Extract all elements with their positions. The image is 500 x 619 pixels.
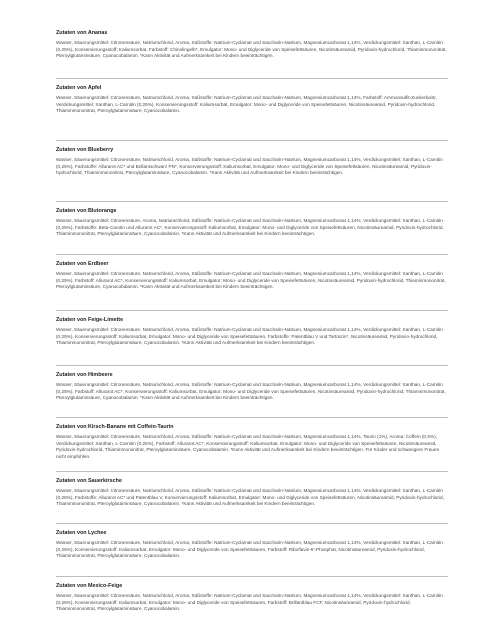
section-body: Wasser, Säuerungsmittel: Citronensäure, Natriumchlorid, Aroma, Süßstoffe: Natrium-Cyclamat und Saccharin-Natrium, Magnesiumcarbonat 1,14%, Verdickungsmittel: Xanthan, L-Carnitin (0,25%), Farbstoffe: Allurarot AC* und Patentblau V, Konservierungsstoff: Kaliumsorbat, Emulgator: Mono- und Diglyceride von Speisefettsäuren, Nicotinsäureamid, Pyridoxin-hydrochlorid, Thiaminmononitrat, Pteroylglutaminsäure, Cyanocobalamin. *Kann Aktivität und Aufmerksamkeit bei Kindern beeinträchtigen. xyxy=(56,488,444,507)
section-heading: Zutaten von Feige-Limette xyxy=(56,317,124,323)
section-heading: Zutaten von Kirsch-Banane mit Coffein-Taurin xyxy=(56,424,174,430)
section-body: Wasser, Säuerungsmittel: Citronensäure, Natriumchlorid, Aroma, Süßstoffe: Natrium-Cyclamat und Saccharin-Natrium, Magnesiumcarbonat 1,14%, Verdickungsmittel: Xanthan, L-Carnitin (0,25%), Farbstoff: Allurarot AC*, Konservierungsstoff: Kaliumsorbat, Emulgator: Mono- und Diglyceride von Speisefettsäuren, Nicotinsäureamid, Pyridoxin-hydrochlorid, Thiaminmononitrat, Pteroylglutaminsäure, Cyanocobalamin. *Kann Aktivität und Aufmerksamkeit bei Kindern beeinträchtigen. xyxy=(56,271,446,290)
section-heading: Zutaten von Ananas xyxy=(56,30,108,36)
ingredients-section-feige-limette xyxy=(56,317,448,361)
ingredients-section-blutorange xyxy=(56,208,448,250)
section-body: Wasser, Säuerungsmittel: Citronensäure, Natriumchlorid, Aroma, Süßstoffe: Natrium-Cyclamat und Saccharin-Natrium, Magnesiumcarbonat 1,14%, Verdickungsmittel: Xanthan, L-Carnitin (0,25%), Konservierungsstoff: Kaliumsorbat, Emulgator: Mono- und Diglyceride von Speisefettsäuren, Farbstoff: Riboflavin-5'-Phosphat, Nicotinsäureamid, Pyridoxin-hydrochlorid, Thiaminmononitrat, Pteroylglutaminsäure, Cyanocobalamin. xyxy=(56,540,443,559)
section-body: Wasser, Säuerungsmittel: Citronensäure, Aroma, Natriumchlorid, Süßstoffe: Natrium-Cyclamat und Saccharin-Natrium, Magnesiumcarbonat 1,14%, Verdickungsmittel: Xanthan, L-Carnitin (0,25%), Farbstoffe: Beta-Carotin und Allurarot AC*, Konservierungsstoff: Kaliumsorbat, Emulgator: Mono- und Diglyceride von Speisefettsäuren, Nicotinsäureamid, Pyridoxin-hydrochlorid, Thiaminmononitrat, Pteroylglutaminsäure, Cyanocobalamin. *Kann Aktivität und Aufmerksamkeit bei Kindern beeinträchtigen. xyxy=(56,218,444,237)
section-heading: Zutaten von Blueberry xyxy=(56,147,114,153)
ingredients-document xyxy=(56,30,448,619)
section-body: Wasser, Säuerungsmittel: Citronensäure, Natriumchlorid, Aroma, Süßstoffe: Natrium-Cyclamat und Saccharin-Natrium, Magnesiumcarbonat 1,14%, Verdickungsmittel: Xanthan, L-Carnitin (0,25%), Farbstoff: Allurarot AC*, Konservierungsstoff: Kaliumsorbat, Emulgator: Mono- und Diglyceride von Speisefettsäuren, Nicotinsäureamid, Pyridoxin-hydrochlorid, Thiaminmononitrat, Pteroylglutaminsäure, Cyanocobalamin. *Kann Aktivität und Aufmerksamkeit bei Kindern beeinträchtigen. xyxy=(56,382,446,401)
ingredients-section-erdbeer xyxy=(56,261,448,306)
section-body: Wasser, Säuerungsmittel: Citronensäure, Natriumchlorid, Aroma, Süßstoffe: Natrium-Cyclamat und Saccharin-Natrium, Magnesiumcarbonat 1,14%, Verdickungsmittel: Xanthan, L-Carnitin (0,25%), Farbstoffe: Allurarot AC* und Brillantschwarz PN*, Konservierungsstoff: Kaliumsorbat, Emulgator: Mono- und Diglyceride von Speisefettsäuren, Nicotinsäureamid, Pyridoxin-hydrochlorid, Thiaminmononitrat, Pteroylglutaminsäure, Cyanocobalamin. *Kann Aktivität und Aufmerksamkeit bei Kindern beeinträchtigen. xyxy=(56,157,443,176)
ingredients-section-kirsch-banane xyxy=(56,424,448,467)
section-divider xyxy=(56,365,448,366)
section-body: Wasser, Säuerungsmittel: Citronensäure, Natriumchlorid, Aroma, Süßstoffe: Natrium-Cyclamat und Saccharin-Natrium, Magnesiumcarbonat 1,14%, Verdickungsmittel: Xanthan, L-Carnitin (0,25%), Konservierungsstoff: Kaliumsorbat, Emulgator: Mono- und Diglyceride von Speisefettsäuren, Farbstoffe: Patentblau V und Tartrazin*, Nicotinsäureamid, Pyridoxin-hydrochlorid, Thiaminmononitrat, Pteroylglutaminsäure, Cyanocobalamin. *Kann Aktivität und Aufmerksamkeit bei Kindern beeinträchtigen. xyxy=(56,327,443,346)
section-divider xyxy=(56,576,448,577)
ingredients-section-blueberry xyxy=(56,147,448,197)
section-heading: Zutaten von Himbeere xyxy=(56,372,113,378)
section-body: Wasser, Säuerungsmittel: Citronensäure, Natriumchlorid, Aroma, Süßstoffe: Natrium-Cyclamat und Saccharin-Natrium, Magnesiumcarbonat 1,14%, Verdickungsmittel: Xanthan, L-Carnitin (0,25%), Konservierungsstoff: Kaliumsorbat, Farbstoff: Chinolingelb*, Emulgator: Mono- und Diglyceride von Speisefettsäuren, Nicotinsäureamid, Pyridoxin-hydrochlorid, Thiaminmononitrat, Pteroylglutaminsäure, Cyanocobalamin. *Kann Aktivität und Aufmerksamkeit bei Kindern beeinträchtigen. xyxy=(56,40,447,59)
section-heading: Zutaten von Mexico-Feige xyxy=(56,583,123,589)
section-divider xyxy=(56,471,448,472)
section-divider xyxy=(56,254,448,255)
ingredients-section-apfel xyxy=(56,85,448,136)
ingredients-section-ananas xyxy=(56,30,448,74)
section-heading: Zutaten von Apfel xyxy=(56,85,102,91)
ingredients-section-mexico-feige xyxy=(56,583,448,619)
ingredients-section-sauerkirsche xyxy=(56,478,448,519)
section-divider xyxy=(56,78,448,79)
section-heading: Zutaten von Lychee xyxy=(56,530,107,536)
section-heading: Zutaten von Blutorange xyxy=(56,208,117,214)
section-body: Wasser, Säuerungsmittel: Citronensäure, Natriumchlorid, Aroma, Süßstoffe: Natrium-Cyclamat und Saccharin-Natrium, Magnesiumcarbonat 1,14%, Verdickungsmittel: Xanthan, L-Carnitin (0,25%), Konservierungsstoff: Kaliumsorbat, Emulgator: Mono- und Diglyceride von Speisefettsäuren, Farbstoff: Brillantblau FCF, Nicotinsäureamid, Pyridoxin-hydrochlorid, Thiaminmononitrat, Pteroylglutaminsäure, Cyanocobalamin. xyxy=(56,593,443,612)
section-body: Wasser, Säuerungsmittel: Citronensäure, Natriumchlorid, Aroma, Süßstoffe: Natrium-Cyclamat und Saccharin-Natrium, Magnesiumcarbonat 1,14%, Taurin (1%), Aroma: Coffein (0,5%), Verdickungsmittel: Xanthan, L-Carnitin (0,25%), Farbstoff: Allurarot AC*, Konservierungsstoff: Kaliumsorbat, Emulgator: Mono- und Diglyceride von Speisefettsäuren, Nicotinsäureamid, Pyridoxin-hydrochlorid, Thiaminmononitrat, Pteroylglutaminsäure, Cyanocobalamin. *Kann Aktivität und Aufmerksamkeit bei Kindern beeinträchtigen. Für Kinder und schwangere Frauen nicht empfohlen. xyxy=(56,434,440,459)
section-divider xyxy=(56,523,448,524)
ingredients-section-lychee xyxy=(56,530,448,572)
section-divider xyxy=(56,417,448,418)
section-heading: Zutaten von Erdbeer xyxy=(56,261,109,267)
section-body: Wasser, Säuerungsmittel: Citronensäure, Natriumchlorid, Aroma, Süßstoffe: Natrium-Cyclamat und Saccharin-Natrium, Magnesiumcarbonat 1,14%, Farbstoff: Ammonsulfit-Zuckerkulör, Verdickungsmittel: Xanthan, L-Carnitin (0,25%), Konservierungsstoff: Kaliumsorbat, Emulgator: Mono- und Diglyceride von Speisefettsäuren, Nicotinsäureamid, Pyridoxin-hydrochlorid, Thiaminmononitrat, Pteroylglutaminsäure, Cyanocobalamin. xyxy=(56,95,437,114)
ingredients-section-himbeere xyxy=(56,372,448,413)
section-heading: Zutaten von Sauerkirsche xyxy=(56,478,122,484)
section-divider xyxy=(56,310,448,311)
section-divider xyxy=(56,140,448,141)
section-divider xyxy=(56,201,448,202)
